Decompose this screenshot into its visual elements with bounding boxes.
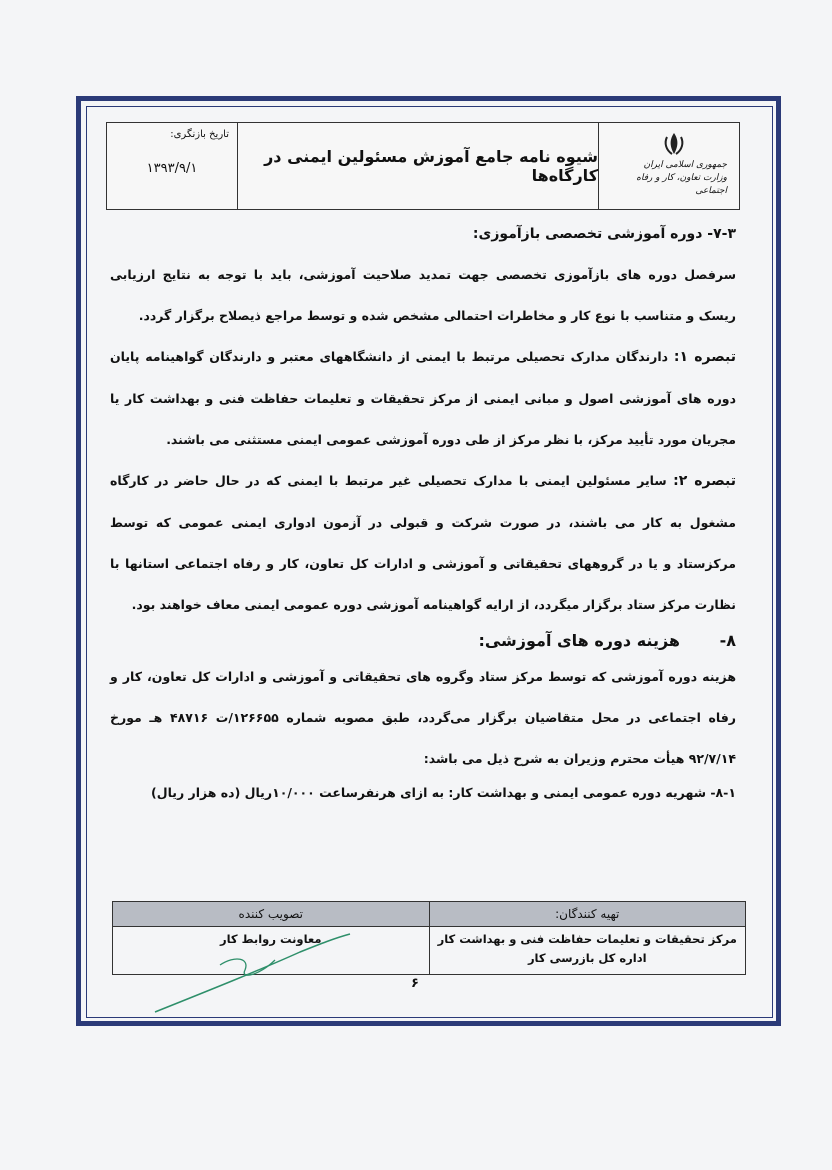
section-7-3-paragraph: سرفصل دوره های بازآموزی تخصصی جهت تمدید صلاحیت آموزشی، باید با توجه به نتایج ارزیابی ریسک و متناسب با نوع کار و مخاطرات احتمالی مشخص شده و توسط مراجع ذیصلاح برگزار گردد. xyxy=(110,267,736,323)
revision-label: تاریخ بازنگری: xyxy=(170,129,229,140)
preparers-column xyxy=(429,902,746,974)
section-8-number: ۸- xyxy=(719,631,736,650)
ministry-line2: وزارت تعاون، کار و رفاه اجتماعی xyxy=(636,173,727,196)
fee-text: به ازای هرنفرساعت ۱۰/۰۰۰ریال (ده هزار ریال) xyxy=(151,785,449,800)
note-2 xyxy=(110,460,736,625)
note-1-label: تبصره ۱: xyxy=(673,349,736,365)
fee-line xyxy=(110,785,736,800)
iran-emblem-icon xyxy=(661,131,687,157)
section-7-3-title: ۷-۳- دوره آموزشی تخصصی بازآموزی: xyxy=(472,226,736,242)
page-number: ۶ xyxy=(411,976,419,991)
section-8-paragraph: هزینه دوره آموزشی که توسط مرکز ستاد وگروه های تحقیقاتی و آموزشی و ادارات کل تعاون، کار و رفاه اجتماعی در محل متقاضیان برگزار می‌گردد، طبق مصوبه شماره ۱۲۶۶۵۵/ت ۴۸۷۱۶ هـ مورخ ۹۲/۷/۱۴ هیأت محترم وزیران به شرح ذیل می باشد: xyxy=(110,669,736,766)
note-1 xyxy=(110,336,736,460)
prepared-by-line2: اداره کل بازرسی کار xyxy=(527,951,647,965)
note-2-label: تبصره ۲: xyxy=(673,473,737,489)
ministry-line1: جمهوری اسلامی ایران xyxy=(643,160,727,170)
ministry-name xyxy=(607,159,727,198)
approved-by-label: تصویب کننده xyxy=(113,902,429,927)
note-1-text: دارندگان مدارک تحصیلی مرتبط با ایمنی از دانشگاههای معتبر و دارندگان گواهینامه پایان دوره های آموزشی اصول و مبانی ایمنی از مرکز تحقیقات و تعلیمات حفاظت فنی و بهداشت کار یا مجریان مورد تأیید مرکز، با نظر مرکز از طی دوره آموزشی عمومی ایمنی مستثنی می باشند. xyxy=(110,349,736,447)
document-body xyxy=(110,226,736,800)
revision-date: ۱۳۹۳/۹/۱ xyxy=(146,161,198,176)
document-title: شیوه نامه جامع آموزش مسئولین ایمنی در کارگاه‌ها xyxy=(238,123,599,209)
prepared-by-line1: مرکز تحقیقات و تعلیمات حفاظت فنی و بهداشت کار xyxy=(437,932,737,946)
section-8-title-text: هزینه دوره های آموزشی: xyxy=(478,631,680,650)
revision-box xyxy=(107,123,238,209)
signature-icon xyxy=(150,930,380,1020)
prepared-by-label: تهیه کنندگان: xyxy=(430,902,746,927)
document-header xyxy=(106,122,740,210)
section-8-title xyxy=(110,631,736,650)
prepared-by-value xyxy=(430,927,746,974)
ministry-logo-box xyxy=(599,123,739,209)
approved-by-value: معاونت روابط کار xyxy=(219,932,322,946)
note-2-text: سایر مسئولین ایمنی با مدارک تحصیلی غیر مرتبط با ایمنی که در حال حاضر در کارگاه مشغول به کار می باشند، در صورت شرکت و قبولی در آزمون ادواری ایمنی عمومی که توسط مرکزستاد و یا در گروههای تحقیقاتی و آموزشی و ادارات کل تعاون، کار و رفاه اجتماعی استانها با نظارت مرکز ستاد برگزار میگردد، از ارایه گواهینامه آموزشی دوره عمومی ایمنی معاف خواهند بود. xyxy=(110,473,736,612)
fee-label: ۸-۱- شهریه دوره عمومی ایمنی و بهداشت کار: xyxy=(448,785,736,800)
